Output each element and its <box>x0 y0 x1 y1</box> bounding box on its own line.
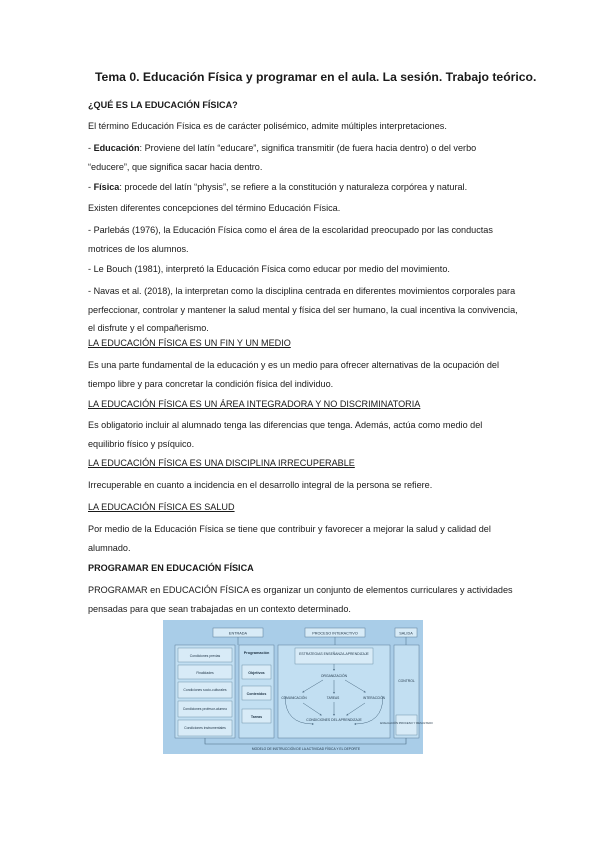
entrada-label: ENTRADA <box>228 631 248 636</box>
fisica-label: Física <box>93 182 120 192</box>
tareas-label: Tareas <box>250 715 263 719</box>
page-title: Tema 0. Educación Física y programar en el aula. La sesión. Trabajo teórico. <box>95 70 537 84</box>
heading-que-es: ¿QUÉ ES LA EDUCACIÓN FÍSICA? <box>88 100 238 110</box>
educacion-label: Educación <box>93 143 140 153</box>
salida-label: SALIDA <box>399 631 413 636</box>
organizacion-label: ORGANIZACIÓN <box>320 674 348 678</box>
fin-medio-paragraph: Es una parte fundamental de la educación y es un medio para ofrecer alternativas de la ocupación del tiempo libre y para concretar la condición física del individuo. <box>88 360 499 389</box>
parlebas-paragraph: - Parlebás (1976), la Educación Física como el área de la escolaridad preocupado por las conductas motrices de los alumnos. <box>88 225 493 254</box>
estrategias-label: ESTRATEGIAS ENSEÑANZA-APRENDIZAJE <box>299 652 369 656</box>
concepciones-paragraph: Existen diferentes concepciones del término Educación Física. <box>88 203 341 213</box>
lebouch-text: Le Bouch (1981), interpretó la Educación Física como educar por medio del movimiento. <box>93 264 450 274</box>
comunicacion-label: COMUNICACIÓN <box>281 696 307 700</box>
heading-programar: PROGRAMAR EN EDUCACIÓN FÍSICA <box>88 563 254 573</box>
contenidos-label: Contenidos <box>246 692 267 696</box>
proceso-label: PROCESO INTERACTIVO <box>312 631 358 636</box>
condicion-item: Finalidades <box>196 671 214 675</box>
heading-area-integradora: LA EDUCACIÓN FÍSICA ES UN ÁREA INTEGRADORA Y NO DISCRIMINATORIA <box>88 399 421 409</box>
control-label: CONTROL <box>398 679 415 683</box>
tareas-center-label: TAREAS <box>326 696 340 700</box>
salud-paragraph: Por medio de la Educación Física se tiene que contribuir y favorecer a mejorar la salud y calidad del alumnado. <box>88 524 491 553</box>
parlebas-text: Parlebás (1976), la Educación Física como el área de la escolaridad preocupado por las conductas motrices de los alumnos. <box>88 225 493 254</box>
lebouch-paragraph: - Le Bouch (1981), interpretó la Educación Física como educar por medio del movimiento. <box>88 264 450 274</box>
heading-irrecuperable: LA EDUCACIÓN FÍSICA ES UNA DISCIPLINA IRRECUPERABLE <box>88 458 355 468</box>
fisica-paragraph: - Física: procede del latín “physis”, se refiere a la constitución y naturaleza corpórea y natural. <box>88 182 468 192</box>
condicion-item: Condiciones instrumentales <box>184 726 226 730</box>
irrecuperable-paragraph: Irrecuperable en cuanto a incidencia en el desarrollo integral de la persona se refiere. <box>88 480 433 490</box>
intro-paragraph: El término Educación Física es de carácter polisémico, admite múltiples interpretaciones. <box>88 121 447 131</box>
area-integradora-paragraph: Es obligatorio incluir al alumnado tenga las diferencias que tenga. Además, actúa como medio del equilibrio físico y psíquico. <box>88 420 483 449</box>
instruction-model-diagram <box>163 620 433 754</box>
fisica-text: : procede del latín “physis”, se refiere a la constitución y naturaleza corpórea y natural. <box>119 182 468 192</box>
programacion-label: Programación <box>243 651 270 655</box>
interaccion-label: INTERACCIÓN <box>363 696 385 700</box>
condicion-item: Condiciones previas <box>189 654 221 658</box>
evaluacion-label: EVALUACIÓN PROCESO Y RESULTADO <box>380 721 433 725</box>
heading-salud: LA EDUCACIÓN FÍSICA ES SALUD <box>88 502 235 512</box>
heading-fin-medio: LA EDUCACIÓN FÍSICA ES UN FIN Y UN MEDIO <box>88 338 291 348</box>
objetivos-label: Objetivos <box>248 671 265 675</box>
condiciones-aprendizaje-label: CONDICIONES DEL APRENDIZAJE <box>306 718 362 722</box>
condicion-item: Condiciones socio-culturales <box>183 688 227 692</box>
educacion-text: : Proviene del latín “educare”, significa transmitir (de fuera hacia dentro) o del verbo “educere”, que significa sacar hacia dentro. <box>88 143 477 172</box>
condicion-item: Condiciones profesor-alumno <box>182 707 228 711</box>
educacion-paragraph: - Educación: Proviene del latín “educare”, significa transmitir (de fuera hacia dentro) o del verbo “educere”, que significa sacar hacia dentro. <box>88 143 477 172</box>
programar-paragraph: PROGRAMAR en EDUCACIÓN FÍSICA es organizar un conjunto de elementos curriculares y actividades pensadas para que sean trabajadas en un contexto determinado. <box>88 585 513 614</box>
navas-paragraph: - Navas et al. (2018), la interpretan como la disciplina centrada en diferentes movimientos corporales para perfeccionar, controlar y mantener la salud mental y física del ser humano, la cual incentiva la convivencia, el disfrute y el compañerismo. <box>88 286 518 333</box>
modelo-caption: MODELO DE INSTRUCCIÓN DE LA ACTIVIDAD FÍSICA Y EL DEPORTE <box>251 747 361 751</box>
navas-text: Navas et al. (2018), la interpretan como la disciplina centrada en diferentes movimientos corporales para perfeccionar, controlar y mantener la salud mental y física del ser humano, la cual incentiva la convivencia, el disfrute y el compañerismo. <box>88 286 518 333</box>
